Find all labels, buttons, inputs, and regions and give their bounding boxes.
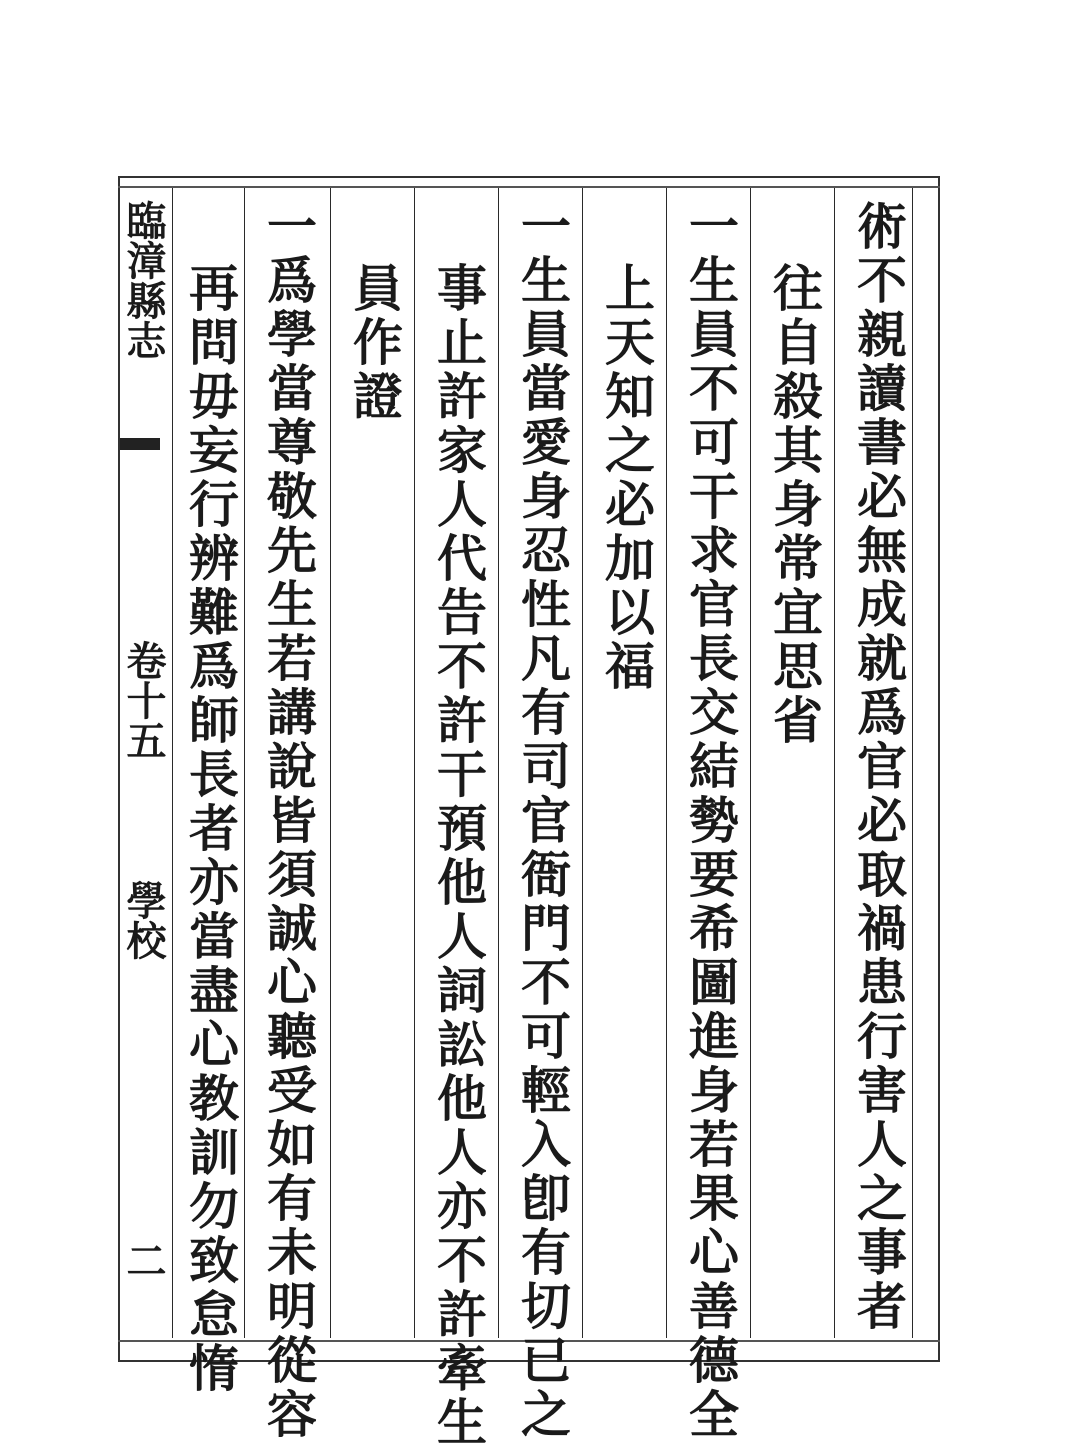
text-column-4: 上天知之必加以福 [597,262,656,694]
page-number: 二 [120,1240,167,1280]
column-rule [172,188,173,1338]
text-column-2: 往自殺其身常宜思省 [765,262,824,748]
text-column-1: 術不親讀書必無成就爲官必取禍患行害人之事者 [849,200,908,1334]
text-column-5: 一生員當愛身忍性凡有司官衙門不可輕入卽有切已之 [513,200,572,1442]
column-rule [414,188,415,1338]
fishtail-mark [120,438,160,450]
column-rule [582,188,583,1338]
column-rule [498,188,499,1338]
text-column-8: 一爲學當尊敬先生若講說皆須誠心聽受如有未明從容 [259,200,318,1442]
column-rule [666,188,667,1338]
section-label: 學校 [120,880,167,960]
column-rule [244,188,245,1338]
text-column-7: 員作證 [345,262,404,424]
text-column-9: 再問毋妄行辨難爲師長者亦當盡心教訓勿致怠惰 [181,262,240,1396]
column-rule [912,188,913,1338]
page-margin-column [118,200,168,1340]
column-rule [750,188,751,1338]
border-top-rule [118,186,940,188]
column-rule [834,188,835,1338]
column-rule [330,188,331,1338]
volume-label: 卷十五 [120,640,167,760]
text-column-3: 一生員不可干求官長交結勢要希圖進身若果心善德全 [681,200,740,1442]
book-title: 臨漳縣志 [120,200,167,360]
text-column-6: 事止許家人代告不許干預他人詞訟他人亦不許牽生 [429,262,488,1450]
